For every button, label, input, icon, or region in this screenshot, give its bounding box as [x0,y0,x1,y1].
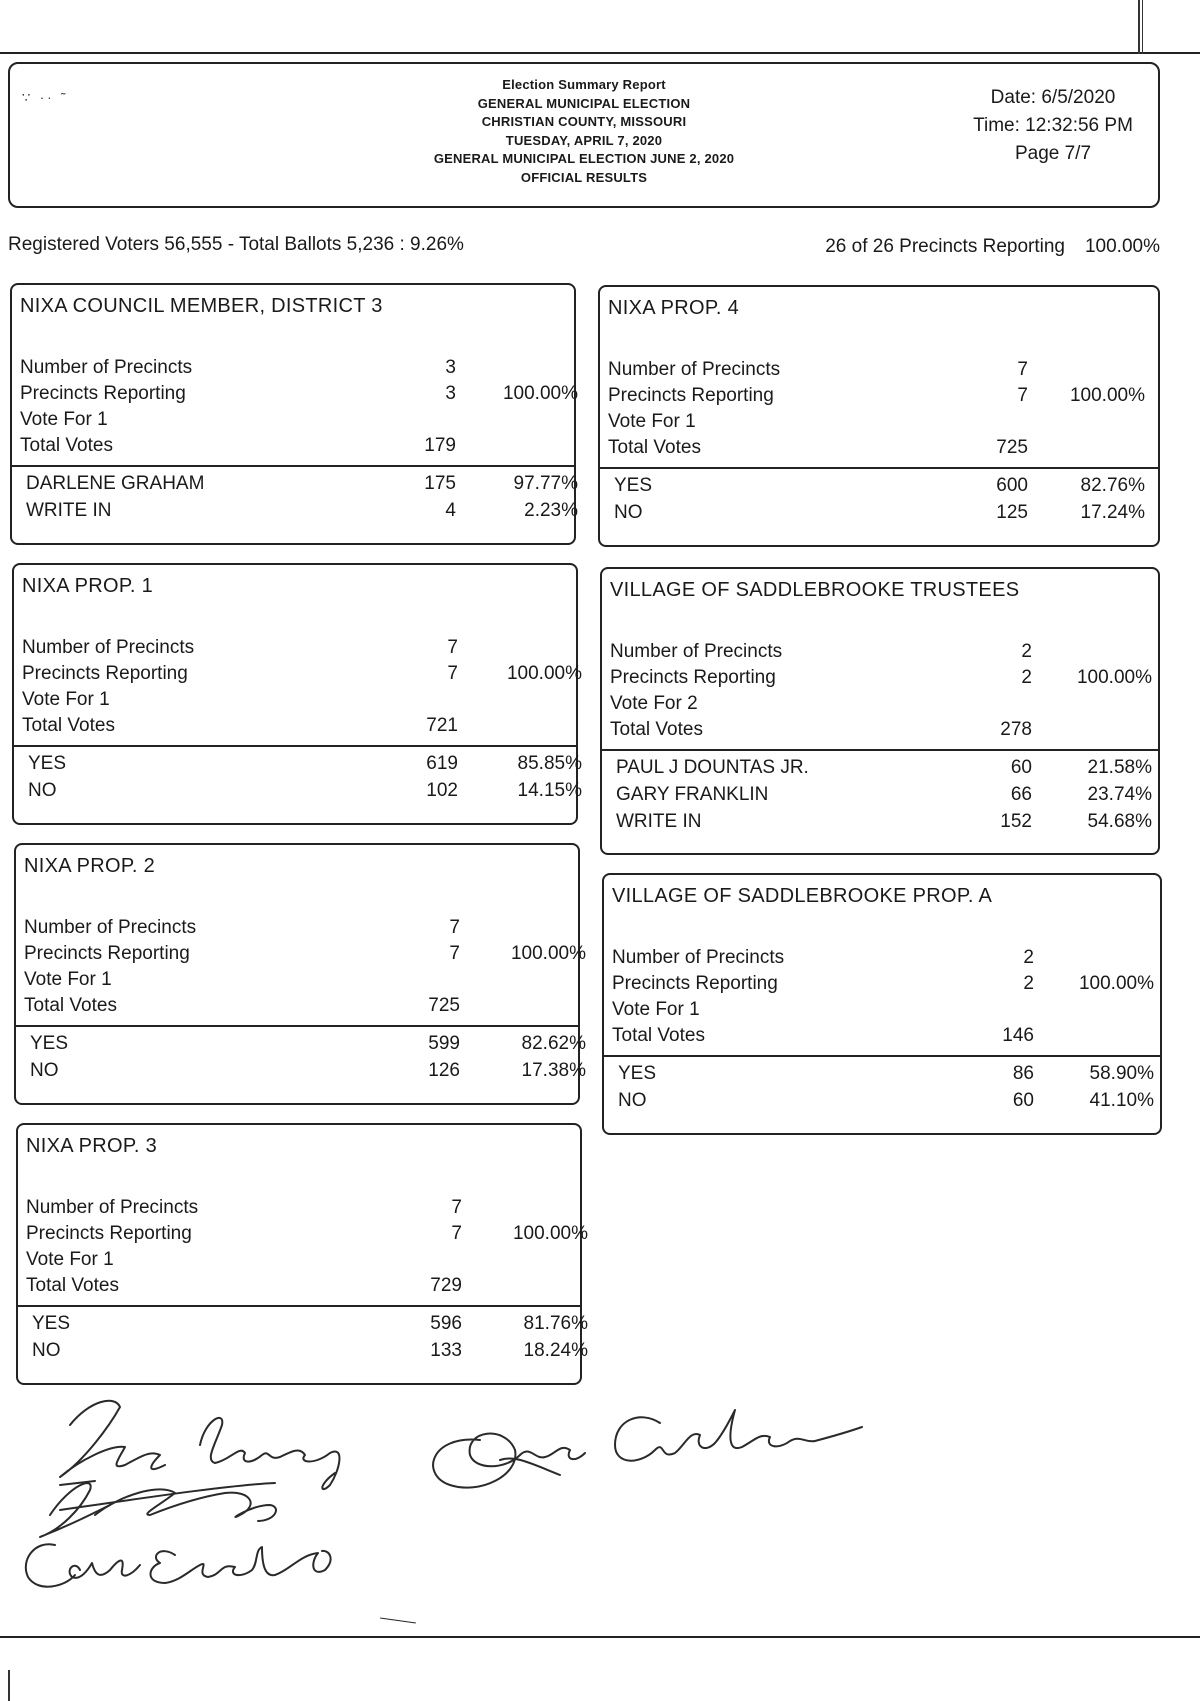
row-percent: 100.00% [502,383,578,404]
total-votes-row [12,435,574,461]
tick-mark [380,1617,416,1623]
election-name: GENERAL MUNICIPAL ELECTION [477,95,691,111]
precincts-reporting-row [16,943,586,969]
candidate-votes: 600 [996,475,1028,496]
candidate-votes: 125 [996,502,1028,523]
bottom-scan-rule [0,1636,1200,1638]
row-label: Total Votes [608,437,701,458]
row-label: Vote For 1 [26,1249,114,1270]
contest-box [600,567,1160,855]
row-label: Vote For 1 [608,411,696,432]
row-count: 7 [449,943,460,964]
candidate-percent: 82.62% [521,1033,586,1054]
precincts-reporting-row [600,385,1158,411]
row-label: Number of Precincts [610,641,783,662]
candidate-row [18,1313,588,1339]
report-time: Time: 12:32:56 PM [973,115,1133,136]
candidate-votes: 619 [426,753,458,774]
candidate-name: NO [618,1090,647,1111]
total-votes-row [18,1275,580,1301]
row-count: 278 [1000,719,1032,740]
candidate-percent: 58.90% [1089,1063,1154,1084]
row-label: Vote For 1 [20,409,108,430]
contest-box [14,843,586,1105]
row-count: 2 [1021,641,1032,662]
top-scan-edge [1138,0,1140,54]
candidate-votes: 60 [1010,757,1032,778]
candidate-votes: 66 [1010,784,1032,805]
candidate-name: NO [28,780,57,801]
candidate-votes: 133 [430,1340,462,1361]
row-label: Precincts Reporting [612,973,778,994]
row-label: Vote For 2 [610,693,698,714]
vote-for-row [602,693,1158,719]
candidate-votes: 175 [424,473,456,494]
candidate-percent: 97.77% [513,473,578,494]
row-label: Total Votes [26,1275,119,1296]
row-percent: 100.00% [1078,973,1154,994]
row-label: Precincts Reporting [22,663,188,684]
precincts-reporting-row [604,973,1160,999]
vote-for-row [12,409,574,435]
row-label: Total Votes [612,1025,705,1046]
number-of-precincts-row [604,947,1160,973]
number-of-precincts-row [602,641,1158,667]
candidate-votes: 126 [428,1060,460,1081]
precincts-reporting-percent: 100.00% [1084,236,1160,257]
candidate-percent: 23.74% [1087,784,1152,805]
contest-title: NIXA PROP. 1 [22,575,154,597]
precincts-reporting-row [18,1223,588,1249]
row-count: 3 [445,357,456,378]
row-percent: 100.00% [506,663,582,684]
row-label: Precincts Reporting [20,383,186,404]
row-label: Number of Precincts [20,357,193,378]
number-of-precincts-row [14,637,576,663]
contest-title: NIXA PROP. 2 [24,855,156,877]
results-divider [604,1055,1160,1057]
candidate-name: GARY FRANKLIN [616,784,769,805]
candidate-votes: 86 [1012,1063,1034,1084]
row-count: 7 [1017,385,1028,406]
precincts-reporting-count: 26 of 26 Precincts Reporting [825,236,1065,257]
candidate-row [602,784,1158,810]
candidate-row [600,475,1158,501]
candidate-name: YES [32,1313,71,1334]
report-date: Date: 6/5/2020 [990,87,1116,108]
candidate-name: WRITE IN [616,811,702,832]
candidate-row [602,757,1158,783]
precincts-reporting-row [14,663,582,689]
bottom-scan-edge [8,1670,10,1701]
row-label: Precincts Reporting [26,1223,192,1244]
row-percent: 100.00% [1069,385,1145,406]
candidate-name: YES [30,1033,69,1054]
report-header [8,62,1160,208]
signatures [0,1365,900,1605]
row-label: Number of Precincts [24,917,197,938]
number-of-precincts-row [600,359,1158,385]
results-divider [16,1025,578,1027]
candidate-votes: 599 [428,1033,460,1054]
row-count: 179 [424,435,456,456]
contest-title: VILLAGE OF SADDLEBROOKE PROP. A [612,885,993,907]
signature-4 [433,1410,862,1488]
candidate-row [18,1340,588,1366]
total-votes-row [16,995,578,1021]
row-count: 725 [996,437,1028,458]
total-votes-row [14,715,576,741]
contest-box [602,873,1162,1135]
candidate-percent: 85.85% [517,753,582,774]
row-count: 7 [1017,359,1028,380]
total-votes-row [602,719,1158,745]
candidate-percent: 2.23% [524,500,578,521]
candidate-percent: 18.24% [523,1340,588,1361]
results-divider [600,467,1158,469]
row-count: 7 [447,637,458,658]
candidate-name: YES [618,1063,657,1084]
row-count: 7 [451,1223,462,1244]
candidate-row [14,780,582,806]
row-count: 2 [1023,973,1034,994]
row-label: Total Votes [20,435,113,456]
contest-box [16,1123,588,1385]
row-count: 3 [445,383,456,404]
row-label: Number of Precincts [26,1197,199,1218]
row-label: Precincts Reporting [24,943,190,964]
row-count: 2 [1021,667,1032,688]
candidate-name: YES [614,475,653,496]
row-label: Number of Precincts [612,947,785,968]
candidate-votes: 596 [430,1313,462,1334]
candidate-row [12,500,578,526]
vote-for-row [18,1249,580,1275]
turnout-summary [8,234,1160,262]
scan-specks: ∵ ·· ˜ [22,90,69,105]
row-count: 721 [426,715,458,736]
vote-for-row [600,411,1158,437]
signature-2 [40,1483,276,1537]
row-label: Number of Precincts [608,359,781,380]
row-label: Precincts Reporting [608,385,774,406]
signature-1 [60,1401,339,1489]
row-count: 2 [1023,947,1034,968]
candidate-votes: 152 [1000,811,1032,832]
contest-title: VILLAGE OF SADDLEBROOKE TRUSTEES [610,579,1020,601]
row-label: Precincts Reporting [610,667,776,688]
row-label: Total Votes [610,719,703,740]
candidate-row [16,1060,586,1086]
registered-voters-line: Registered Voters 56,555 - Total Ballots 5,236 : 9.26% [8,234,464,255]
contest-title: NIXA PROP. 4 [608,297,740,319]
precincts-reporting-row [12,383,578,409]
row-count: 7 [449,917,460,938]
results-divider [602,749,1158,751]
number-of-precincts-row [12,357,574,383]
report-meta [958,84,1148,168]
row-percent: 100.00% [510,943,586,964]
county-name: CHRISTIAN COUNTY, MISSOURI [481,114,687,129]
row-percent: 100.00% [512,1223,588,1244]
row-label: Vote For 1 [22,689,110,710]
vote-for-row [604,999,1160,1025]
candidate-votes: 4 [445,500,456,521]
row-count: 725 [428,995,460,1016]
candidate-row [600,502,1158,528]
candidate-percent: 14.15% [517,780,582,801]
candidate-row [16,1033,586,1059]
row-count: 7 [451,1197,462,1218]
row-percent: 100.00% [1076,667,1152,688]
vote-for-row [14,689,576,715]
signature-3 [26,1544,331,1586]
precincts-reporting-row [602,667,1158,693]
top-scan-rule [0,52,1200,54]
candidate-name: NO [614,502,643,523]
row-label: Total Votes [22,715,115,736]
candidate-percent: 41.10% [1089,1090,1154,1111]
precincts-reporting-summary [825,236,1160,258]
total-votes-row [604,1025,1160,1051]
row-label: Vote For 1 [612,999,700,1020]
total-votes-row [600,437,1158,463]
candidate-percent: 17.38% [521,1060,586,1081]
candidate-name: WRITE IN [26,500,112,521]
candidate-name: NO [30,1060,59,1081]
candidate-row [12,473,578,499]
row-count: 729 [430,1275,462,1296]
candidate-name: DARLENE GRAHAM [26,473,205,494]
row-label: Vote For 1 [24,969,112,990]
contest-box [12,563,582,825]
vote-for-row [16,969,578,995]
candidate-votes: 60 [1012,1090,1034,1111]
results-divider [14,745,576,747]
candidate-row [14,753,582,779]
candidate-percent: 21.58% [1087,757,1152,778]
results-status: OFFICIAL RESULTS [520,169,648,185]
contest-title: NIXA PROP. 3 [26,1135,158,1157]
row-count: 146 [1002,1025,1034,1046]
candidate-name: PAUL J DOUNTAS JR. [616,757,809,778]
row-count: 7 [447,663,458,684]
contest-box [10,283,576,545]
results-divider [12,465,574,467]
candidate-row [604,1090,1160,1116]
number-of-precincts-row [18,1197,580,1223]
results-divider [18,1305,580,1307]
candidate-row [602,811,1158,837]
top-scan-edge-2 [1142,0,1143,54]
report-title: Election Summary Report [502,77,666,92]
contest-box [598,285,1160,547]
candidate-percent: 17.24% [1080,502,1145,523]
candidate-votes: 102 [426,780,458,801]
rescheduled-election: GENERAL MUNICIPAL ELECTION JUNE 2, 2020 [433,151,735,166]
candidate-name: NO [32,1340,61,1361]
number-of-precincts-row [16,917,578,943]
contest-title: NIXA COUNCIL MEMBER, DISTRICT 3 [20,295,383,317]
election-date: TUESDAY, APRIL 7, 2020 [505,132,663,148]
page-number: Page 7/7 [1014,143,1092,164]
candidate-name: YES [28,753,67,774]
candidate-percent: 54.68% [1087,811,1152,832]
candidate-percent: 81.76% [523,1313,588,1334]
candidate-percent: 82.76% [1080,475,1145,496]
row-label: Total Votes [24,995,117,1016]
candidate-row [604,1063,1160,1089]
row-label: Number of Precincts [22,637,195,658]
